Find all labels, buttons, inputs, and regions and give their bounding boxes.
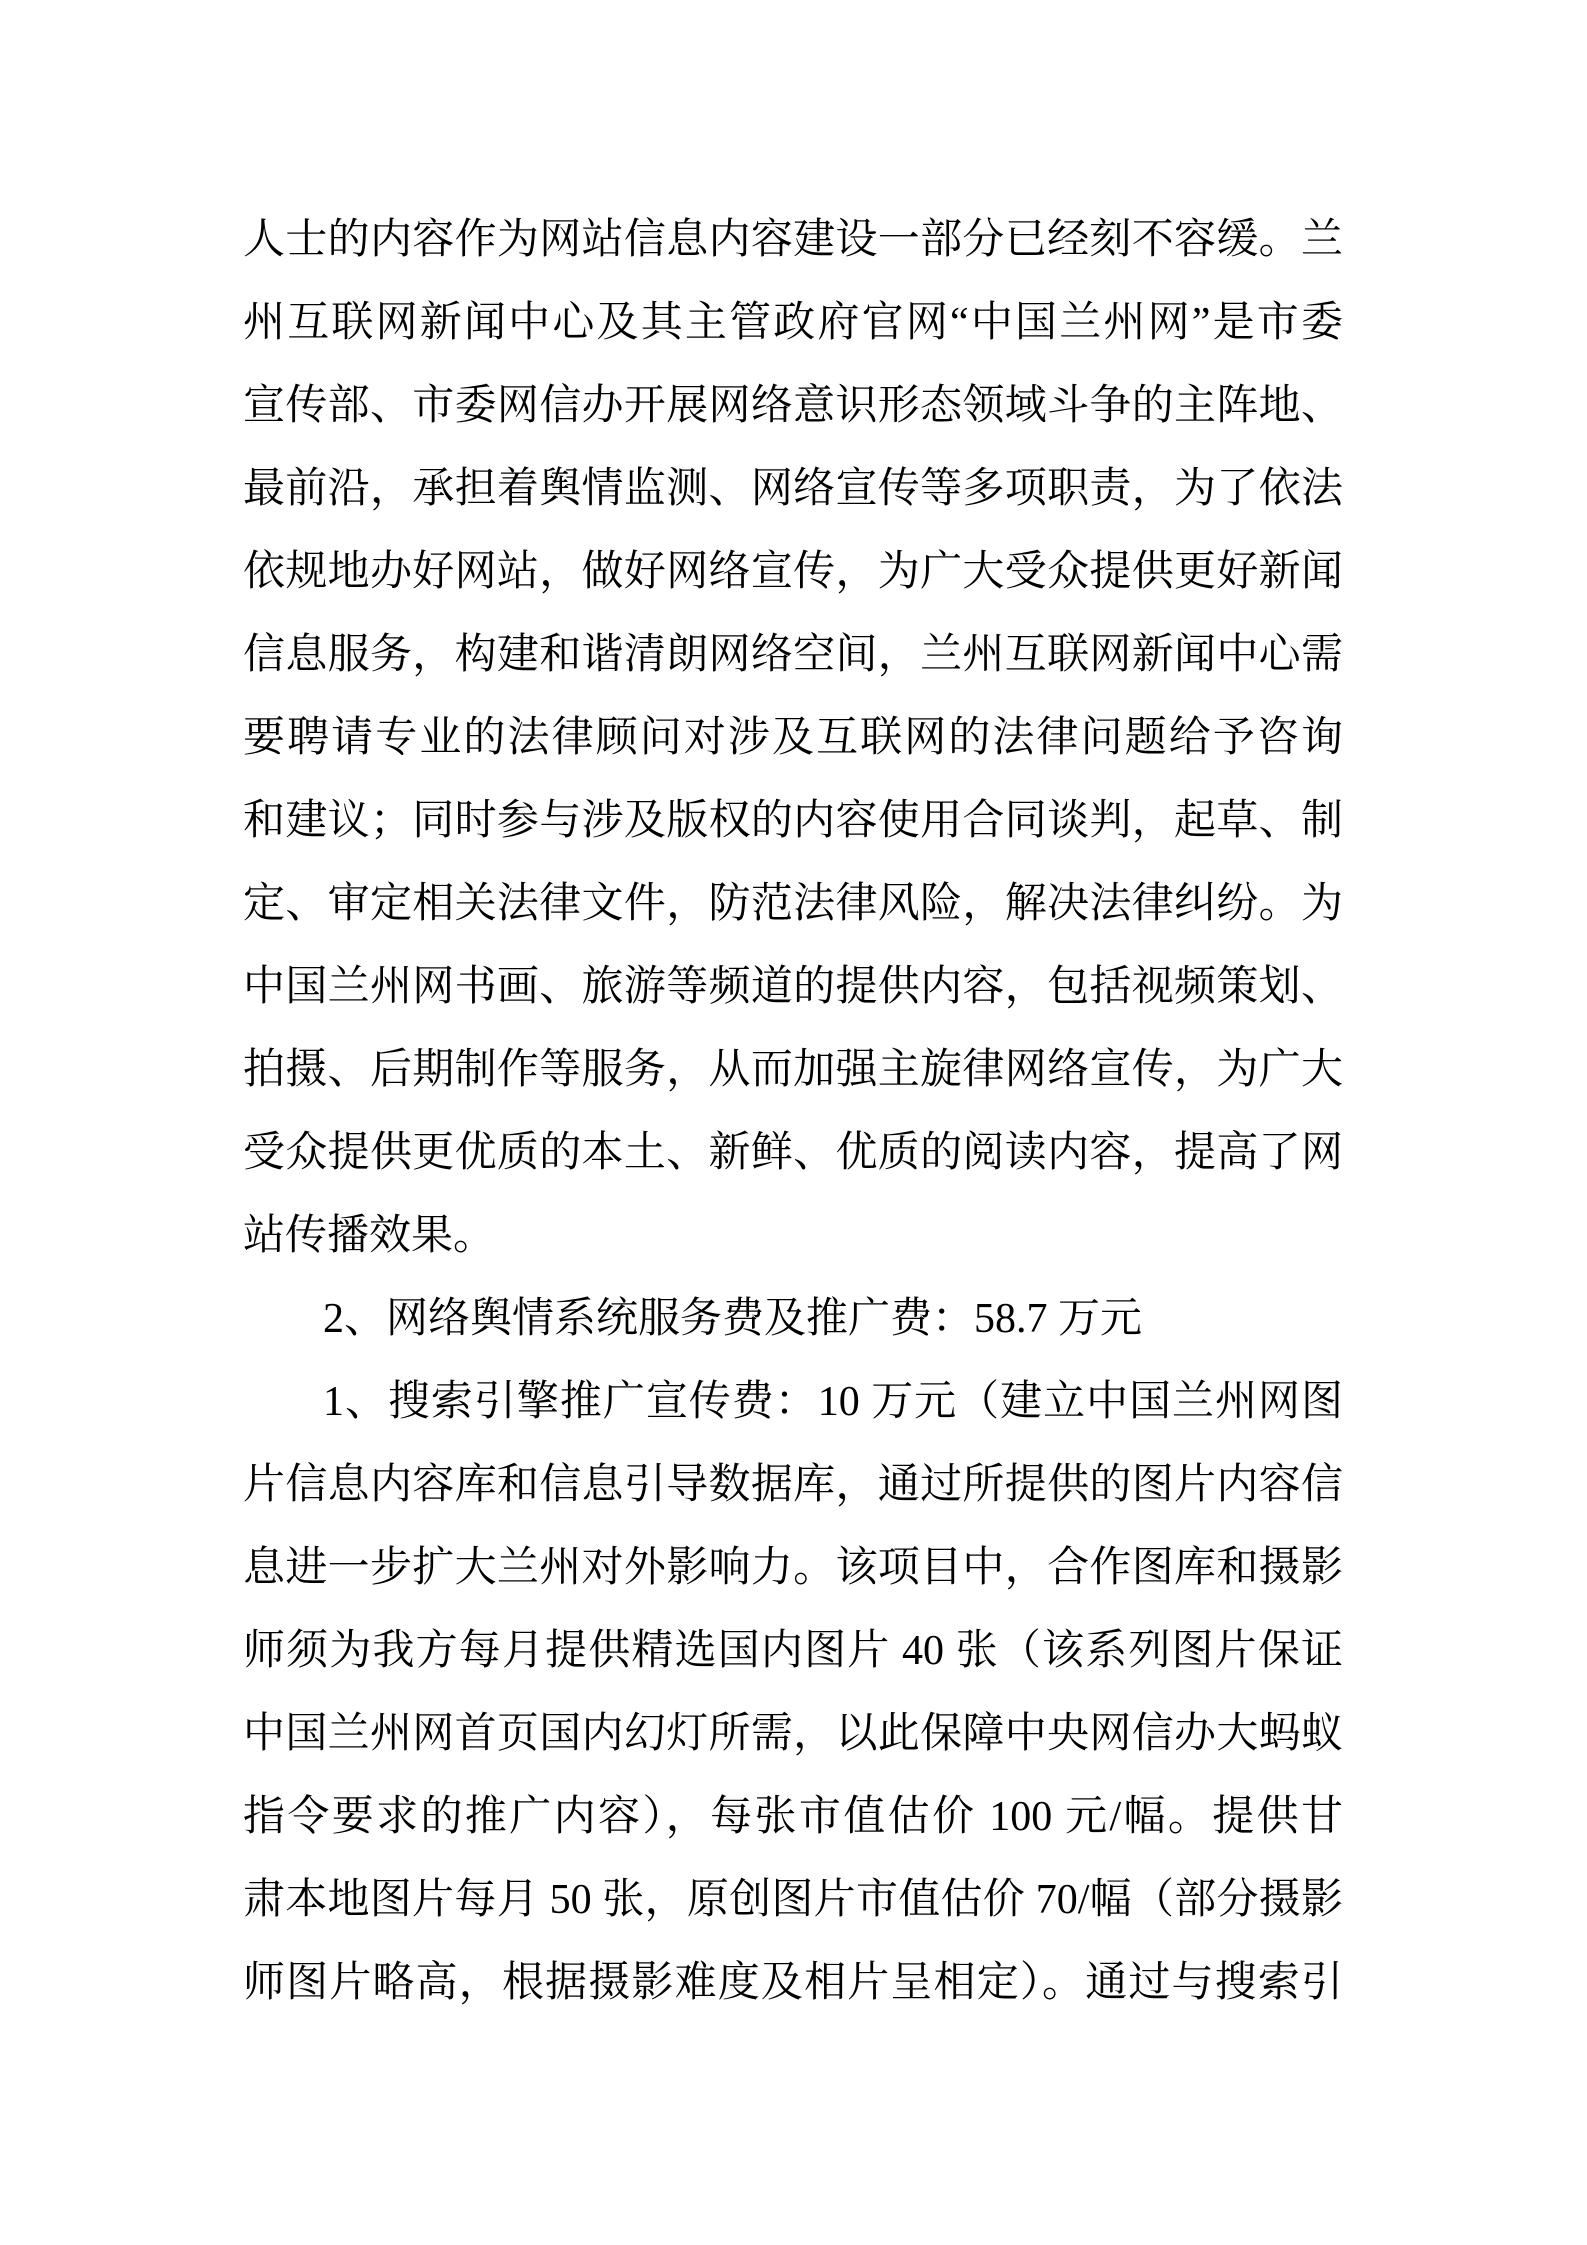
- text-line: 信息服务，构建和谐清朗网络空间，兰州互联网新闻中心需: [243, 632, 1343, 678]
- text-line: 定、审定相关法律文件，防范法律风险，解决法律纠纷。为: [243, 881, 1343, 927]
- text-line: 2、网络舆情系统服务费及推广费：58.7 万元: [323, 1296, 1143, 1342]
- text-line: 片信息内容库和信息引导数据库，通过所提供的图片内容信: [243, 1462, 1343, 1508]
- text-line: 指令要求的推广内容），每张市值估价 100 元/幅。提供甘: [243, 1794, 1343, 1840]
- text-line: 息进一步扩大兰州对外影响力。该项目中，合作图库和摄影: [243, 1545, 1343, 1591]
- text-line: 依规地办好网站，做好网络宣传，为广大受众提供更好新闻: [243, 549, 1343, 595]
- text-line: 最前沿，承担着舆情监测、网络宣传等多项职责，为了依法: [243, 466, 1343, 512]
- text-line: 和建议；同时参与涉及版权的内容使用合同谈判，起草、制: [243, 798, 1343, 844]
- text-line: 师须为我方每月提供精选国内图片 40 张（该系列图片保证: [243, 1628, 1343, 1674]
- text-line: 中国兰州网首页国内幻灯所需，以此保障中央网信办大蚂蚁: [243, 1711, 1343, 1757]
- text-line: 1、搜索引擎推广宣传费：10 万元（建立中国兰州网图: [323, 1379, 1343, 1425]
- text-line: 要聘请专业的法律顾问对涉及互联网的法律问题给予咨询: [243, 715, 1343, 761]
- text-line: 受众提供更优质的本土、新鲜、优质的阅读内容，提高了网: [243, 1130, 1343, 1176]
- text-block: [243, 199, 1343, 2025]
- text-line: 拍摄、后期制作等服务，从而加强主旋律网络宣传，为广大: [243, 1047, 1343, 1093]
- text-line: 中国兰州网书画、旅游等频道的提供内容，包括视频策划、: [243, 964, 1343, 1010]
- text-line: 人士的内容作为网站信息内容建设一部分已经刻不容缓。兰: [243, 217, 1343, 263]
- text-line: 州互联网新闻中心及其主管政府官网“中国兰州网”是市委: [243, 300, 1343, 346]
- text-line: 肃本地图片每月 50 张，原创图片市值估价 70/幅（部分摄影: [243, 1877, 1343, 1923]
- text-line: 宣传部、市委网信办开展网络意识形态领域斗争的主阵地、: [243, 383, 1343, 429]
- text-line: 站传播效果。: [243, 1213, 496, 1259]
- text-line: 师图片略高，根据摄影难度及相片呈相定）。通过与搜索引: [243, 1960, 1343, 2006]
